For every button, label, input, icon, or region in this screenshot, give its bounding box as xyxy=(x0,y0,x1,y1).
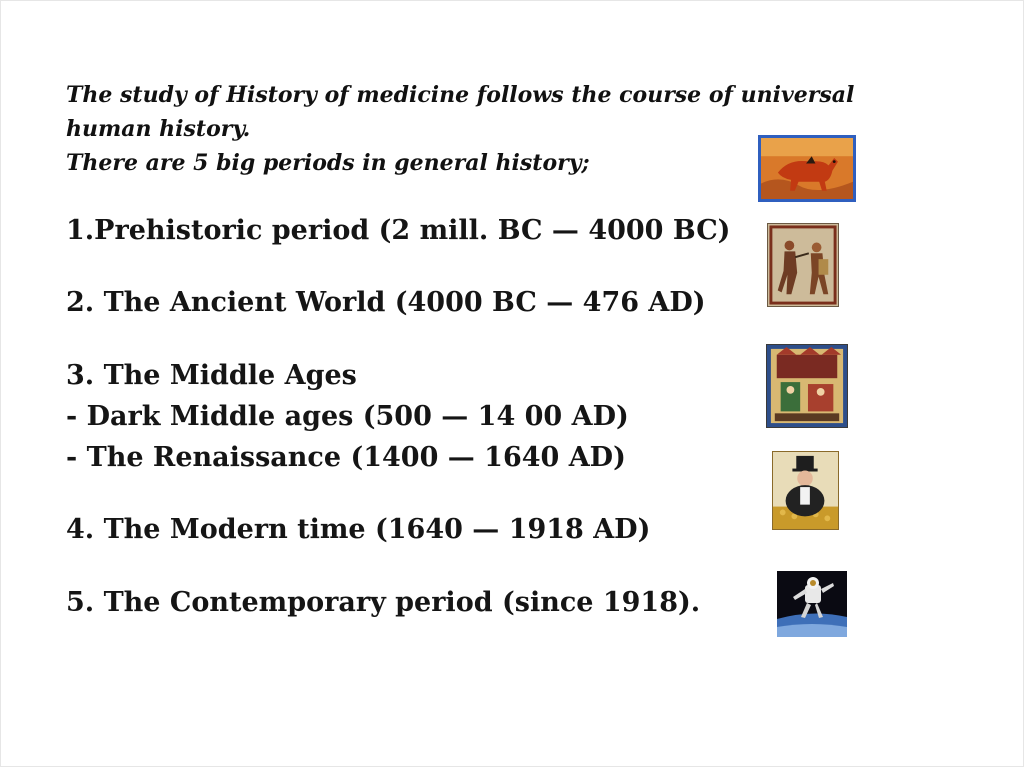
astronaut-icon xyxy=(777,571,847,637)
gladiator-mosaic-icon xyxy=(767,223,839,307)
period-middle-ages: 3. The Middle Ages xyxy=(66,360,357,391)
period-dark-middle-ages: - Dark Middle ages (500 — 14 00 AD) xyxy=(66,401,629,432)
period-renaissance: - The Renaissance (1400 — 1640 AD) xyxy=(66,442,626,473)
period-contemporary: 5. The Contemporary period (since 1918). xyxy=(66,587,701,618)
period-prehistoric: 1.Prehistoric period (2 mill. BC — 4000 BC) xyxy=(66,215,731,246)
intro-line-3: There are 5 big periods in general history; xyxy=(66,150,590,176)
period-modern-time: 4. The Modern time (1640 — 1918 AD) xyxy=(66,514,651,545)
period-ancient-world: 2. The Ancient World (4000 BC — 476 AD) xyxy=(66,287,706,318)
cave-painting-icon xyxy=(758,135,856,202)
intro-line-2: human history. xyxy=(66,116,251,142)
medieval-miniature-icon xyxy=(766,344,848,428)
intro-line-1: The study of History of medicine follows the course of universal xyxy=(66,82,855,108)
caricature-icon xyxy=(772,451,839,530)
